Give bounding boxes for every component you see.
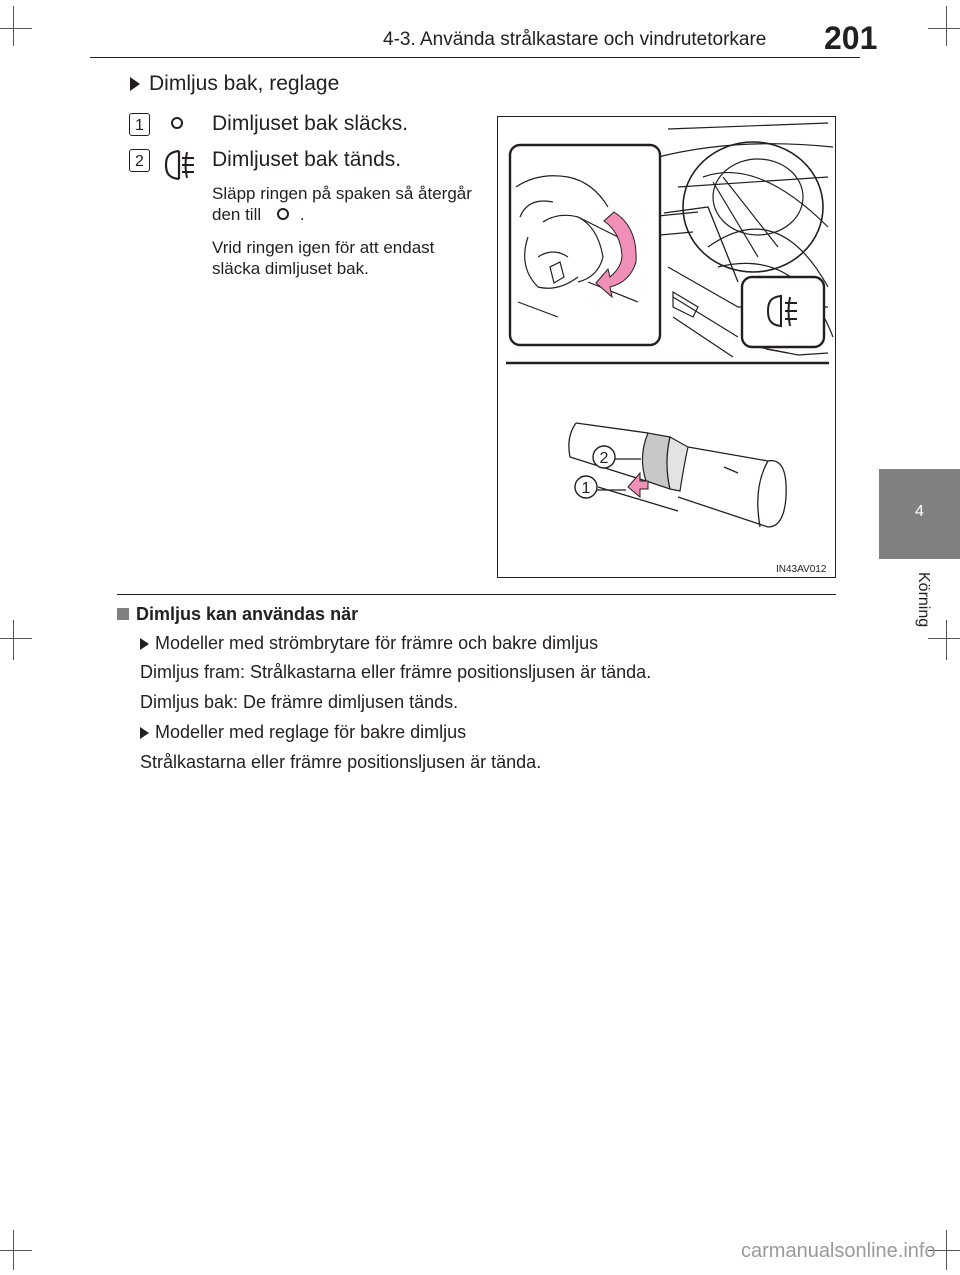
crop-mark bbox=[0, 28, 32, 29]
lever-illustration bbox=[498, 117, 836, 578]
crop-mark bbox=[13, 1230, 14, 1270]
chapter-label bbox=[880, 572, 960, 642]
illustration bbox=[497, 116, 836, 578]
triangle-bullet-icon bbox=[140, 727, 149, 739]
section-heading-text: Dimljus bak, reglage bbox=[149, 72, 340, 95]
crop-mark bbox=[946, 6, 947, 46]
square-bullet-icon bbox=[117, 608, 129, 620]
section-rule bbox=[117, 594, 836, 595]
chapter-number: 4 bbox=[915, 503, 924, 520]
header-title: 4-3. Använda strålkastare och vindrutetorkare bbox=[383, 29, 767, 50]
info-sub-2-text: Modeller med reglage för bakre dimljus bbox=[155, 722, 467, 742]
note-turn-ring: Vrid ringen igen för att endast släcka dimljuset bak. bbox=[212, 238, 435, 278]
note-release-ring bbox=[212, 183, 478, 225]
crop-mark bbox=[0, 638, 32, 639]
chapter-tab bbox=[879, 469, 960, 559]
figure-code: IN43AV012 bbox=[776, 564, 827, 575]
info-heading-text: Dimljus kan användas när bbox=[136, 604, 359, 624]
crop-mark bbox=[0, 1250, 32, 1251]
info-line-3: Strålkastarna eller främre positionsljusen är tända. bbox=[140, 752, 542, 772]
note-release-ring-end: . bbox=[299, 205, 305, 224]
off-circle-icon bbox=[266, 206, 300, 222]
item-text-2: Dimljuset bak tänds. bbox=[212, 148, 402, 171]
crop-mark bbox=[946, 1230, 947, 1270]
info-sub-1-text: Modeller med strömbrytare för främre och bakre dimljus bbox=[155, 633, 599, 653]
rear-fog-light-icon bbox=[163, 146, 197, 184]
item-text-1: Dimljuset bak släcks. bbox=[212, 112, 409, 135]
callout-1: 1 bbox=[581, 480, 591, 497]
watermark: carmanualsonline.info bbox=[741, 1240, 936, 1262]
triangle-bullet-icon bbox=[140, 638, 149, 650]
info-heading bbox=[117, 604, 358, 625]
item-number-2: 2 bbox=[129, 149, 150, 172]
crop-mark bbox=[928, 28, 960, 29]
callout-2: 2 bbox=[599, 450, 609, 467]
item-number-1: 1 bbox=[129, 113, 150, 136]
info-line-1: Dimljus fram: Strålkastarna eller främre positionsljusen är tända. bbox=[140, 662, 652, 682]
off-circle-icon bbox=[169, 115, 185, 131]
triangle-bullet-icon bbox=[130, 77, 140, 91]
header-rule bbox=[90, 57, 860, 58]
info-sub-1 bbox=[140, 633, 598, 654]
info-sub-2 bbox=[140, 722, 466, 743]
page-number: 201 bbox=[824, 20, 878, 56]
info-line-2: Dimljus bak: De främre dimljusen tänds. bbox=[140, 692, 459, 712]
section-heading bbox=[130, 72, 339, 96]
chapter-label-text: Körning bbox=[915, 572, 932, 628]
crop-mark bbox=[13, 6, 14, 46]
note-release-ring-text: Släpp ringen på spaken så återgår den till bbox=[212, 184, 472, 224]
crop-mark bbox=[13, 620, 14, 660]
